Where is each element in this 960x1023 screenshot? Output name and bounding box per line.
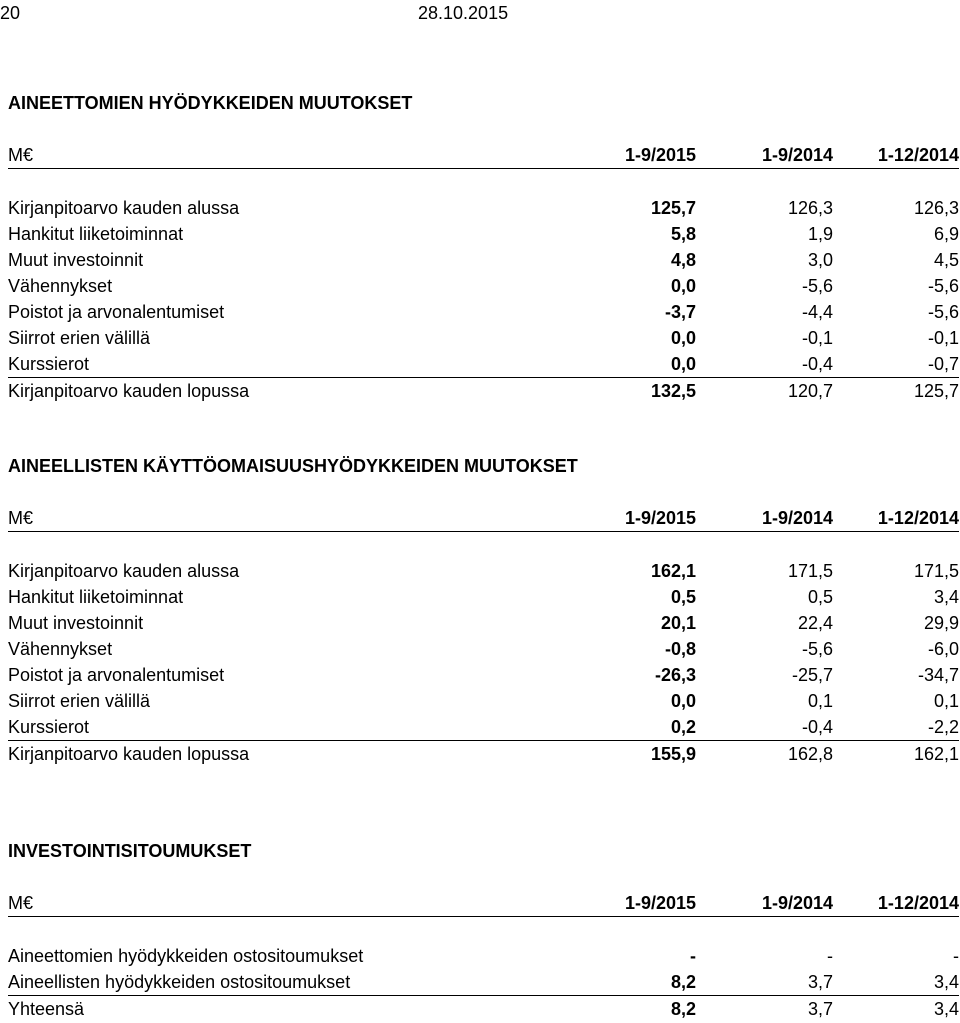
row-label: Kirjanpitoarvo kauden lopussa — [8, 378, 559, 405]
value-cell: 8,2 — [559, 996, 696, 1023]
column-header: 1-9/2015 — [559, 890, 696, 917]
table-row — [8, 688, 959, 714]
table-row — [8, 714, 959, 741]
value-cell: -0,4 — [801, 354, 833, 374]
value-cell: 3,7 — [807, 972, 833, 992]
value-cell: 20,1 — [660, 613, 696, 633]
table-header-row — [8, 505, 959, 532]
investment-commitments-section — [0, 838, 960, 1022]
value-cell: 125,7 — [833, 378, 959, 405]
value-cell: -6,0 — [927, 639, 959, 659]
value-cell: -0,8 — [664, 639, 696, 659]
section-title: AINEETTOMIEN HYÖDYKKEIDEN MUUTOKSET — [8, 93, 413, 113]
value-cell: 171,5 — [913, 561, 959, 581]
column-header: 1-9/2015 — [559, 505, 696, 532]
table-row — [8, 558, 959, 584]
table-row — [8, 584, 959, 610]
tangible-assets-table — [8, 505, 959, 767]
unit-label: M€ — [8, 142, 559, 169]
page-header — [0, 0, 960, 26]
value-cell: 0,1 — [807, 691, 833, 711]
value-cell: 132,5 — [559, 378, 696, 405]
page-date: 28.10.2015 — [418, 3, 509, 23]
column-header: 1-9/2014 — [696, 505, 833, 532]
row-label: Poistot ja arvonalentumiset — [8, 665, 225, 685]
value-cell: 4,8 — [670, 250, 696, 270]
row-label: Hankitut liiketoiminnat — [8, 224, 184, 244]
value-cell: -0,7 — [927, 354, 959, 374]
table-row — [8, 247, 959, 273]
value-cell: 3,4 — [833, 996, 959, 1023]
column-header: 1-9/2015 — [559, 142, 696, 169]
row-label: Aineettomien hyödykkeiden ostositoumukset — [8, 946, 364, 966]
page-number: 20 — [0, 3, 21, 23]
row-label: Hankitut liiketoiminnat — [8, 587, 184, 607]
intangible-assets-table — [8, 142, 959, 404]
value-cell: 162,1 — [833, 741, 959, 768]
value-cell: -0,1 — [801, 328, 833, 348]
column-header: 1-12/2014 — [833, 890, 959, 917]
value-cell: 120,7 — [696, 378, 833, 405]
value-cell: 125,7 — [650, 198, 696, 218]
row-label: Yhteensä — [8, 996, 559, 1023]
value-cell: 3,4 — [933, 587, 959, 607]
column-header: 1-9/2014 — [696, 890, 833, 917]
value-cell: 3,0 — [807, 250, 833, 270]
row-label: Kurssierot — [8, 354, 90, 374]
unit-label: M€ — [8, 505, 559, 532]
total-row — [8, 741, 959, 768]
value-cell: 8,2 — [670, 972, 696, 992]
row-label: Poistot ja arvonalentumiset — [8, 302, 225, 322]
value-cell: 0,5 — [670, 587, 696, 607]
value-cell: -4,4 — [801, 302, 833, 322]
table-row — [8, 221, 959, 247]
unit-label: M€ — [8, 890, 559, 917]
row-label: Vähennykset — [8, 276, 113, 296]
value-cell: 22,4 — [797, 613, 833, 633]
value-cell: 0,0 — [670, 328, 696, 348]
table-row — [8, 351, 959, 378]
value-cell: 0,1 — [933, 691, 959, 711]
row-label: Kirjanpitoarvo kauden alussa — [8, 561, 240, 581]
value-cell: 126,3 — [787, 198, 833, 218]
value-cell: -5,6 — [801, 276, 833, 296]
table-row — [8, 610, 959, 636]
column-header: 1-9/2014 — [696, 142, 833, 169]
value-cell: 0,2 — [670, 717, 696, 737]
value-cell: -2,2 — [927, 717, 959, 737]
row-label: Vähennykset — [8, 639, 113, 659]
table-row — [8, 195, 959, 221]
value-cell: -0,4 — [801, 717, 833, 737]
value-cell: - — [953, 946, 959, 966]
value-cell: 3,4 — [933, 972, 959, 992]
section-title: AINEELLISTEN KÄYTTÖOMAISUUSHYÖDYKKEIDEN MUUTOKSET — [8, 456, 578, 476]
table-row — [8, 299, 959, 325]
intangible-assets-section — [0, 90, 960, 404]
row-label: Muut investoinnit — [8, 613, 144, 633]
section-title: INVESTOINTISITOUMUKSET — [8, 841, 252, 861]
value-cell: -26,3 — [654, 665, 696, 685]
value-cell: 29,9 — [923, 613, 959, 633]
value-cell: -25,7 — [791, 665, 833, 685]
value-cell: - — [690, 946, 696, 966]
table-header-row — [8, 890, 959, 917]
table-row — [8, 273, 959, 299]
table-row — [8, 636, 959, 662]
row-label: Aineellisten hyödykkeiden ostositoumukset — [8, 972, 351, 992]
row-label: Kirjanpitoarvo kauden lopussa — [8, 741, 559, 768]
value-cell: 4,5 — [933, 250, 959, 270]
value-cell: -0,1 — [927, 328, 959, 348]
value-cell: 126,3 — [913, 198, 959, 218]
total-row — [8, 378, 959, 405]
value-cell: 6,9 — [933, 224, 959, 244]
value-cell: -5,6 — [927, 302, 959, 322]
value-cell: 0,0 — [670, 276, 696, 296]
investment-commitments-table — [8, 890, 959, 1022]
table-header-row — [8, 142, 959, 169]
row-label: Kurssierot — [8, 717, 90, 737]
value-cell: - — [827, 946, 833, 966]
table-row — [8, 325, 959, 351]
row-label: Kirjanpitoarvo kauden alussa — [8, 198, 240, 218]
table-row — [8, 662, 959, 688]
value-cell: -5,6 — [927, 276, 959, 296]
total-row — [8, 996, 959, 1023]
table-row — [8, 969, 959, 996]
value-cell: 1,9 — [807, 224, 833, 244]
table-row — [8, 943, 959, 969]
column-header: 1-12/2014 — [833, 505, 959, 532]
value-cell: -5,6 — [801, 639, 833, 659]
value-cell: -3,7 — [664, 302, 696, 322]
row-label: Muut investoinnit — [8, 250, 144, 270]
tangible-assets-section — [0, 453, 960, 767]
row-label: Siirrot erien välillä — [8, 328, 151, 348]
value-cell: -34,7 — [917, 665, 959, 685]
column-header: 1-12/2014 — [833, 142, 959, 169]
value-cell: 162,8 — [696, 741, 833, 768]
value-cell: 3,7 — [696, 996, 833, 1023]
value-cell: 0,0 — [670, 354, 696, 374]
value-cell: 162,1 — [650, 561, 696, 581]
value-cell: 155,9 — [559, 741, 696, 768]
row-label: Siirrot erien välillä — [8, 691, 151, 711]
value-cell: 171,5 — [787, 561, 833, 581]
value-cell: 5,8 — [670, 224, 696, 244]
value-cell: 0,0 — [670, 691, 696, 711]
value-cell: 0,5 — [807, 587, 833, 607]
